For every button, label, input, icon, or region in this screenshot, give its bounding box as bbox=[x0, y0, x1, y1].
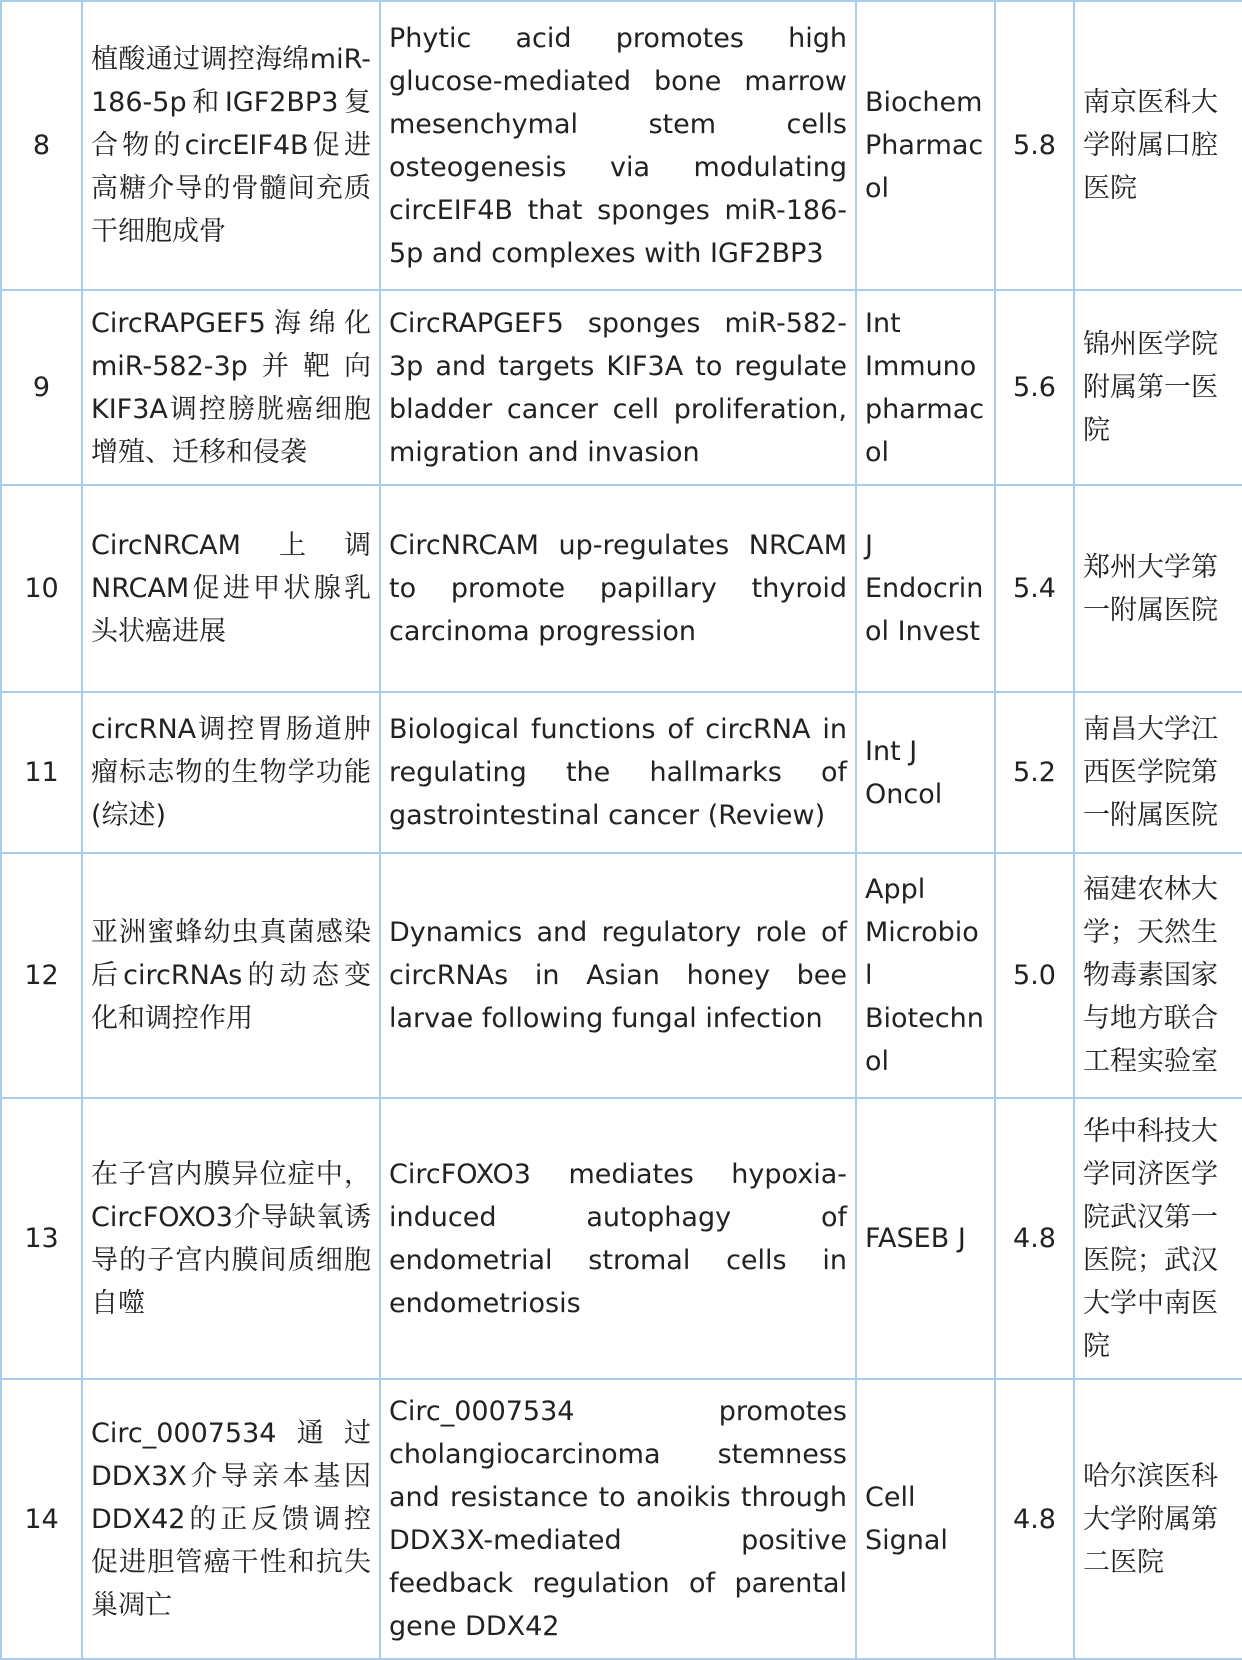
table-row bbox=[1, 692, 1242, 853]
table-row bbox=[1, 290, 1242, 485]
institution-cell: 郑州大学第一附属医院 bbox=[1074, 485, 1242, 692]
chinese-title-cell: CircNRCAM上调NRCAM促进甲状腺乳头状癌进展 bbox=[82, 485, 380, 692]
chinese-title-cell: circRNA调控胃肠道肿瘤标志物的生物学功能(综述) bbox=[82, 692, 380, 853]
institution-cell: 福建农林大学；天然生物毒素国家与地方联合工程实验室 bbox=[1074, 853, 1242, 1098]
impact-factor-cell: 5.0 bbox=[995, 853, 1074, 1098]
english-title-cell: Biological functions of circRNA in regulating the hallmarks of gastrointestinal cancer (Review) bbox=[380, 692, 856, 853]
table-row bbox=[1, 1098, 1242, 1379]
english-title-cell: Phytic acid promotes high glucose-mediated bone marrow mesenchymal stem cells osteogenesis via modulating circEIF4B that sponges miR-186-5p and complexes with IGF2BP3 bbox=[380, 1, 856, 290]
journal-cell: Cell Signal bbox=[856, 1379, 995, 1659]
table-row bbox=[1, 853, 1242, 1098]
row-number-cell: 9 bbox=[1, 290, 82, 485]
row-number-cell: 10 bbox=[1, 485, 82, 692]
impact-factor-cell: 5.8 bbox=[995, 1, 1074, 290]
table-row bbox=[1, 485, 1242, 692]
table-row bbox=[1, 1, 1242, 290]
impact-factor-cell: 5.2 bbox=[995, 692, 1074, 853]
english-title-cell: Dynamics and regulatory role of circRNAs in Asian honey bee larvae following fungal infection bbox=[380, 853, 856, 1098]
institution-cell: 华中科技大学同济医学院武汉第一医院；武汉大学中南医院 bbox=[1074, 1098, 1242, 1379]
chinese-title-cell: Circ_0007534通过DDX3X介导亲本基因DDX42的正反馈调控促进胆管癌干性和抗失巢凋亡 bbox=[82, 1379, 380, 1659]
table-row bbox=[1, 1379, 1242, 1659]
journal-cell: Int J Oncol bbox=[856, 692, 995, 853]
institution-cell: 锦州医学院附属第一医院 bbox=[1074, 290, 1242, 485]
row-number-cell: 12 bbox=[1, 853, 82, 1098]
institution-cell: 南京医科大学附属口腔医院 bbox=[1074, 1, 1242, 290]
journal-cell: Appl Microbiol Biotechnol bbox=[856, 853, 995, 1098]
english-title-cell: CircRAPGEF5 sponges miR-582-3p and targets KIF3A to regulate bladder cancer cell proliferation, migration and invasion bbox=[380, 290, 856, 485]
institution-cell: 南昌大学江西医学院第一附属医院 bbox=[1074, 692, 1242, 853]
impact-factor-cell: 4.8 bbox=[995, 1379, 1074, 1659]
chinese-title-cell: 亚洲蜜蜂幼虫真菌感染后circRNAs的动态变化和调控作用 bbox=[82, 853, 380, 1098]
impact-factor-cell: 5.4 bbox=[995, 485, 1074, 692]
chinese-title-cell: CircRAPGEF5海绵化miR-582-3p并靶向KIF3A调控膀胱癌细胞增殖、迁移和侵袭 bbox=[82, 290, 380, 485]
journal-cell: Int Immunopharmacol bbox=[856, 290, 995, 485]
chinese-title-cell: 植酸通过调控海绵miR-186-5p和IGF2BP3复合物的circEIF4B促进高糖介导的骨髓间充质干细胞成骨 bbox=[82, 1, 380, 290]
chinese-title-cell: 在子宫内膜异位症中，CircFOXO3介导缺氧诱导的子宫内膜间质细胞自噬 bbox=[82, 1098, 380, 1379]
journal-cell: J Endocrinol Invest bbox=[856, 485, 995, 692]
journal-cell: FASEB J bbox=[856, 1098, 995, 1379]
english-title-cell: CircFOXO3 mediates hypoxia-induced autophagy of endometrial stromal cells in endometriosis bbox=[380, 1098, 856, 1379]
english-title-cell: CircNRCAM up-regulates NRCAM to promote papillary thyroid carcinoma progression bbox=[380, 485, 856, 692]
english-title-cell: Circ_0007534 promotes cholangiocarcinoma stemness and resistance to anoikis through DDX3X-mediated positive feedback regulation of parental gene DDX42 bbox=[380, 1379, 856, 1659]
row-number-cell: 8 bbox=[1, 1, 82, 290]
row-number-cell: 11 bbox=[1, 692, 82, 853]
impact-factor-cell: 4.8 bbox=[995, 1098, 1074, 1379]
institution-cell: 哈尔滨医科大学附属第二医院 bbox=[1074, 1379, 1242, 1659]
row-number-cell: 13 bbox=[1, 1098, 82, 1379]
impact-factor-cell: 5.6 bbox=[995, 290, 1074, 485]
journal-cell: Biochem Pharmacol bbox=[856, 1, 995, 290]
row-number-cell: 14 bbox=[1, 1379, 82, 1659]
